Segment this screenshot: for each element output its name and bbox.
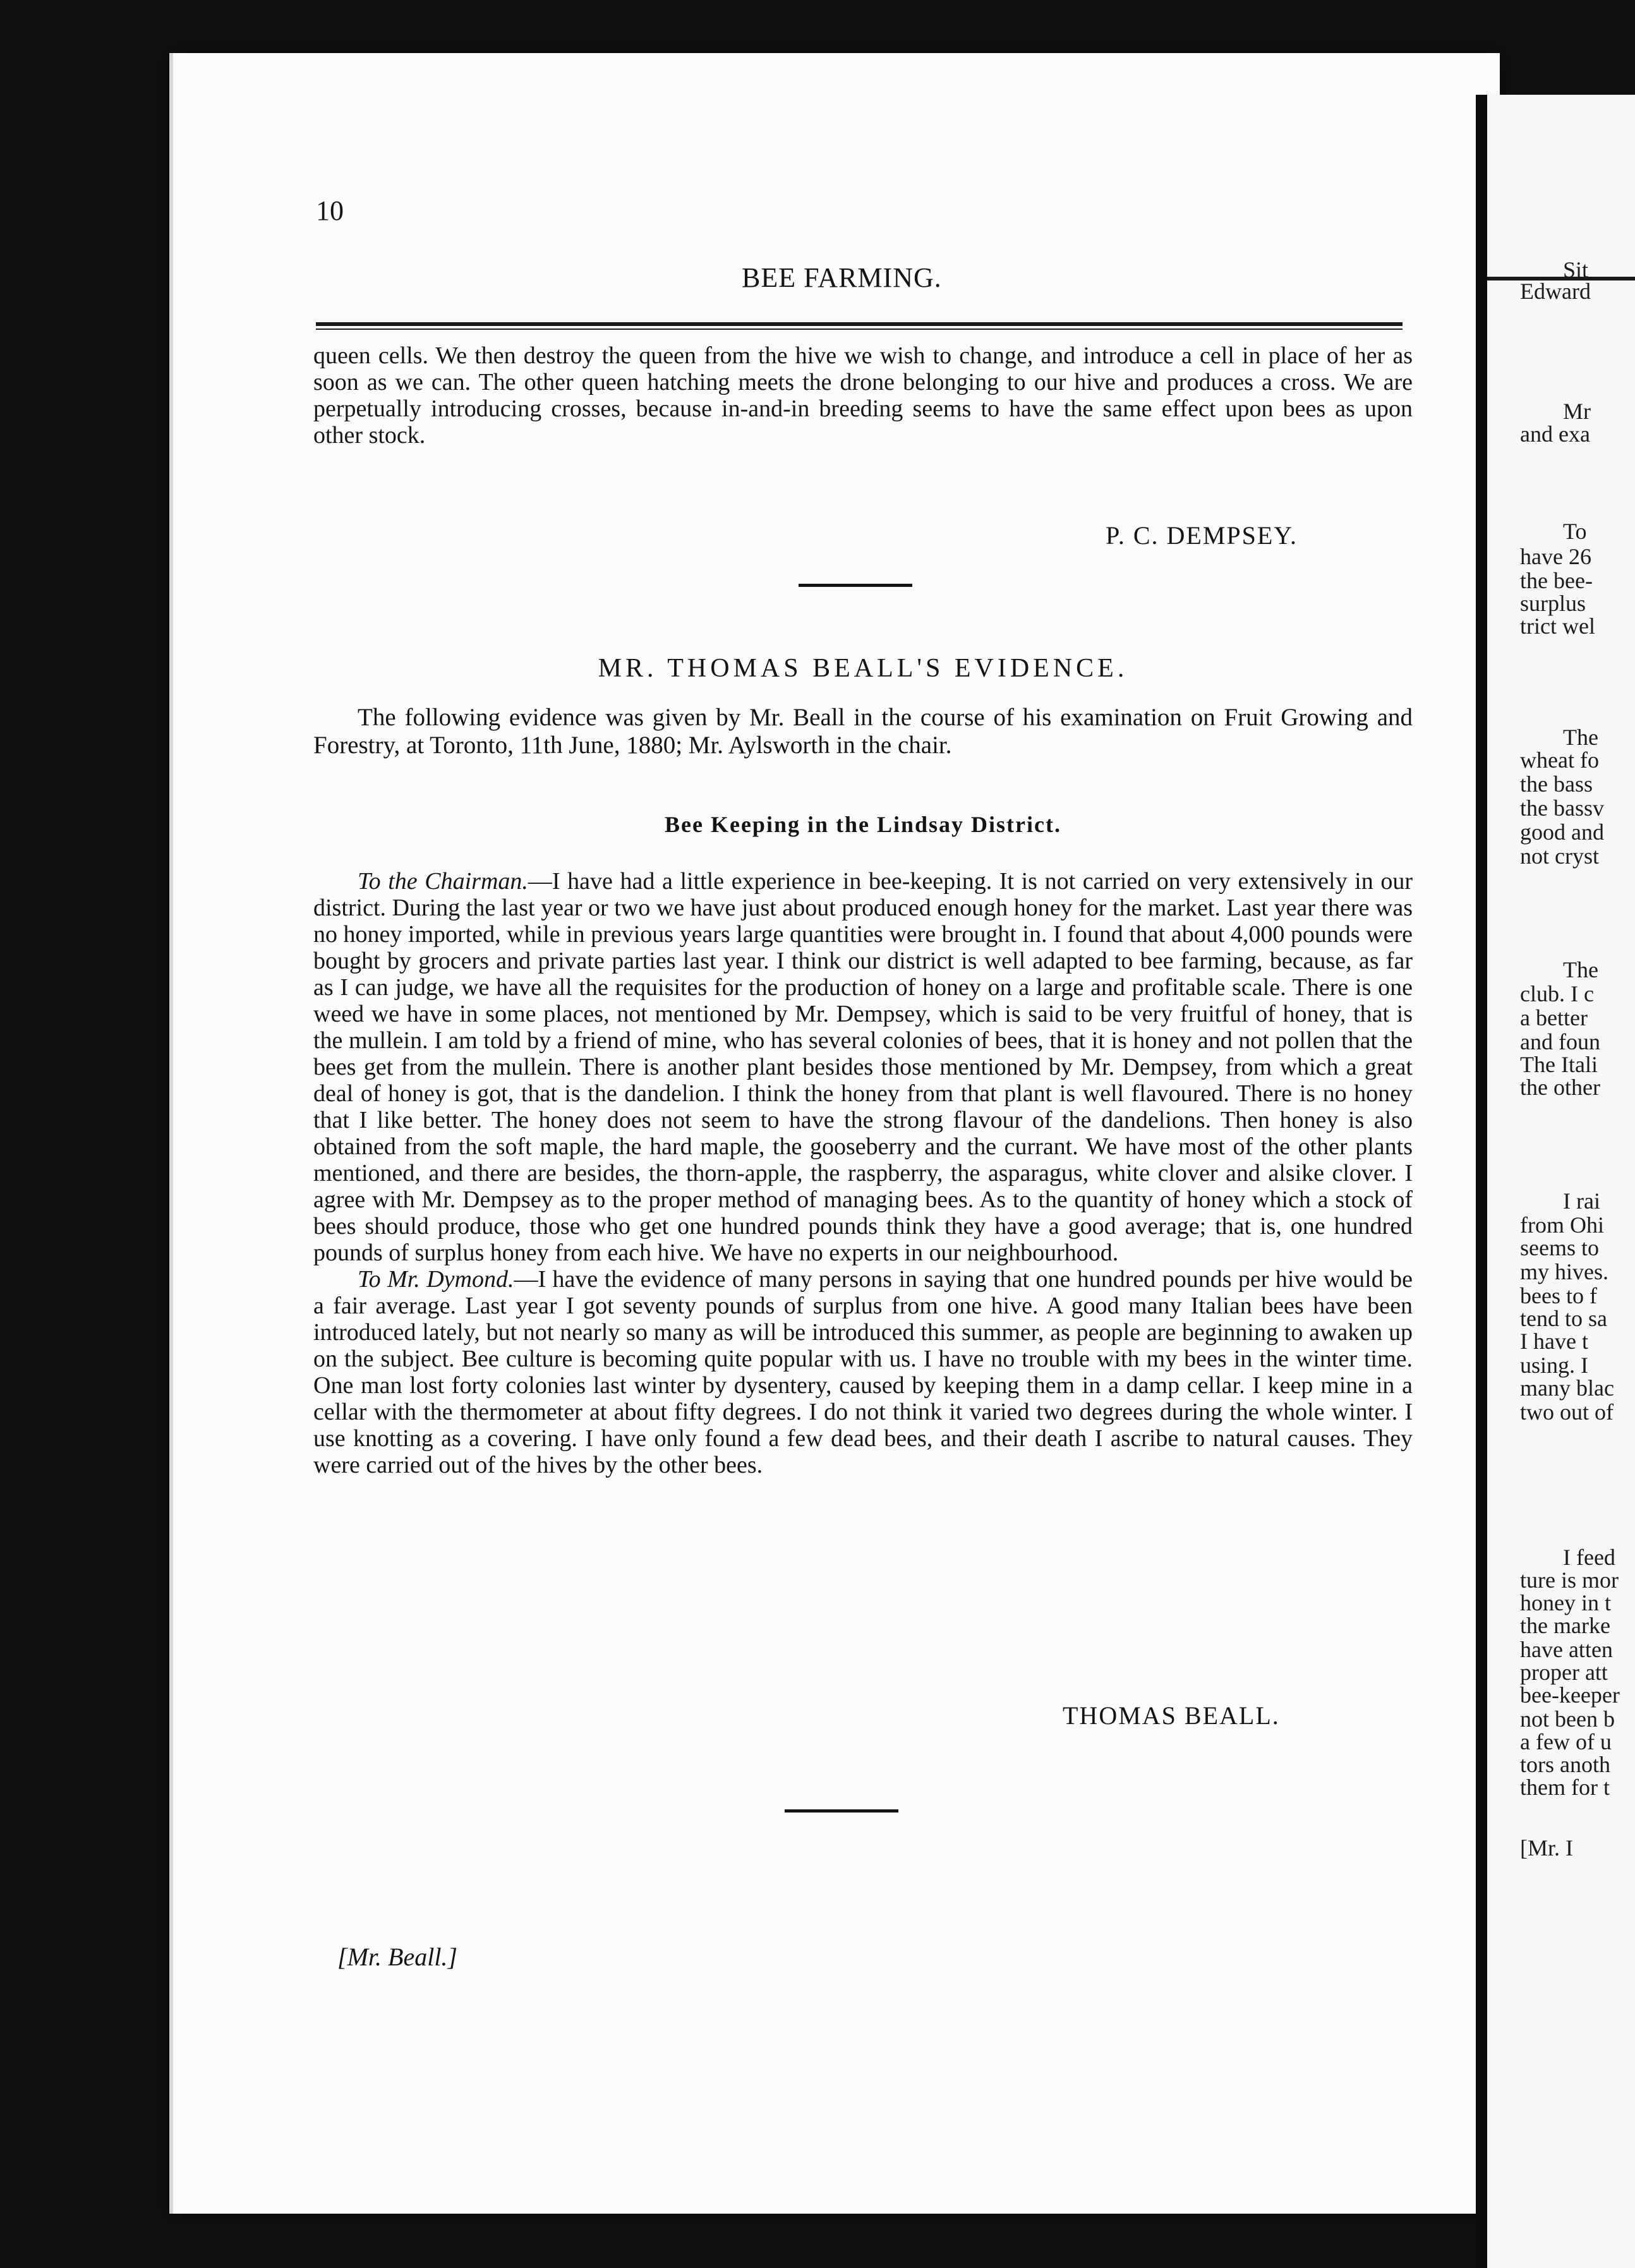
section-title: MR. THOMAS BEALL'S EVIDENCE. xyxy=(598,654,1128,683)
facing-text-line: Mr xyxy=(1563,399,1591,424)
lead-chairman: To the Chairman. xyxy=(358,868,528,895)
section-separator xyxy=(799,584,912,587)
facing-text-line: and exa xyxy=(1520,421,1590,447)
facing-text-line: ture is mor xyxy=(1520,1567,1619,1593)
facing-text-line: seems to xyxy=(1520,1235,1599,1260)
facing-text-line: tend to sa xyxy=(1520,1306,1607,1331)
footer-note: [Mr. Beall.] xyxy=(337,1943,457,1971)
text-dymond: —I have the evidence of many persons in saying that one hundred pounds per hive would be a fair average. Last year I got seventy pounds of surplus from one hive. A good many Italian bees have been introduced lately, but not nearly so many as will be introduced this summer, as people are beginning to awaken up on the subject. Bee culture is becoming quite popular with us. I have no trouble with my bees in the winter time. One man lost forty colonies last winter by dysentery, caused by keeping them in a damp cellar. I keep mine in a cellar with the thermometer at about fifty degrees. I do not think it varied two degrees during the whole winter. I use knotting as a covering. I have only found a few dead bees, and their death I ascribe to natural causes. They were carried out of the hives by the other bees. xyxy=(313,1266,1413,1478)
facing-text-line: honey in t xyxy=(1520,1590,1611,1615)
header-rule-thin xyxy=(316,329,1403,330)
closing-separator xyxy=(785,1809,898,1813)
facing-text-line: The xyxy=(1563,957,1598,982)
evidence-body xyxy=(313,868,1413,1478)
facing-text-line: surplus xyxy=(1520,591,1586,616)
signature-dempsey: P. C. DEMPSEY. xyxy=(1106,521,1298,550)
facing-text-line: bees to f xyxy=(1520,1283,1597,1308)
facing-text-line: club. I c xyxy=(1520,981,1594,1006)
facing-text-line: a better xyxy=(1520,1005,1588,1030)
facing-text-line: The Itali xyxy=(1520,1052,1598,1077)
facing-text-line: trict wel xyxy=(1520,613,1595,639)
paragraph-dymond xyxy=(313,1266,1413,1478)
facing-text-line: the other xyxy=(1520,1075,1600,1100)
facing-text-line: not cryst xyxy=(1520,843,1599,869)
text-chairman: —I have had a little experience in bee-keeping. It is not carried on very extensively in our district. During the last year or two we have just about produced enough honey for the market. Last year there was no honey imported, while in previous years large quantities were brought in. I found that about 4,000 pounds were bought by grocers and private parties last year. I think our district is well adapted to bee farming, because, as far as I can judge, we have all the requisites for the production of honey on a large and profitable scale. There is one weed we have in some places, not mentioned by Mr. Dempsey, which is said to be very fruitful of honey, that is the mullein. I am told by a friend of mine, who has several colonies of bees, that it is honey and not pollen that the bees get from the mullein. There is another plant besides those mentioned by Mr. Dempsey, from which a great deal of honey is got, that is the dandelion. I think the honey from that plant is well flavoured. There is no honey that I like better. The honey does not seem to have the strong flavour of the dandelions. Then honey is also obtained from the soft maple, the hard maple, the gooseberry and the currant. We have most of the other plants mentioned, and there are besides, the thorn-apple, the raspberry, the asparagus, white clover and alsike clover. I agree with Mr. Dempsey as to the proper method of managing bees. As to the quantity of honey which a stock of bees should produce, those who get one hundred pounds think they have a good average; that is, one hundred pounds of surplus honey from each hive. We have no experts in our neighbourhood. xyxy=(313,868,1413,1266)
subheading: Bee Keeping in the Lindsay District. xyxy=(665,812,1061,837)
facing-text-line: bee-keeper xyxy=(1520,1682,1620,1708)
facing-text-line: good and xyxy=(1520,819,1604,845)
facing-text-line: two out of xyxy=(1520,1399,1614,1425)
facing-text-line: I feed xyxy=(1563,1545,1615,1570)
facing-text-line: my hives. xyxy=(1520,1259,1608,1284)
facing-text-line: wheat fo xyxy=(1520,747,1599,773)
facing-text-line: many blac xyxy=(1520,1375,1614,1401)
book-page xyxy=(169,53,1500,2214)
facing-text-line: the bassv xyxy=(1520,795,1604,821)
facing-text-line: not been b xyxy=(1520,1706,1615,1732)
facing-text-line: a few of u xyxy=(1520,1729,1612,1754)
facing-text-line: and foun xyxy=(1520,1029,1600,1054)
intro-paragraph: The following evidence was given by Mr. Beall in the course of his examination on Fruit Growing and Forestry, at Toronto, 11th June, 1880; Mr. Aylsworth in the chair. xyxy=(313,704,1413,759)
page-number: 10 xyxy=(316,195,344,226)
facing-text-line: Edward xyxy=(1520,279,1591,304)
facing-text-line: The xyxy=(1563,725,1598,750)
signature-beall: THOMAS BEALL. xyxy=(1063,1701,1280,1730)
facing-text-line: using. I xyxy=(1520,1353,1588,1378)
facing-text-line: Sit xyxy=(1563,257,1589,282)
facing-text-line: the bee- xyxy=(1520,568,1593,593)
opening-paragraph: queen cells. We then destroy the queen from the hive we wish to change, and introduce a cell in place of her as soon as we can. The other queen hatching meets the drone belonging to our hive and produces a cross. We are perpetually introducing crosses, because in-and-in breeding seems to have the same effect upon bees as upon other stock. xyxy=(313,342,1413,449)
lead-dymond: To Mr. Dymond. xyxy=(358,1266,514,1293)
header-rule xyxy=(316,322,1403,326)
facing-text-line: proper att xyxy=(1520,1660,1608,1685)
facing-text-line: I rai xyxy=(1563,1188,1600,1214)
facing-text-line: I have t xyxy=(1520,1329,1588,1354)
facing-text-line: the marke xyxy=(1520,1613,1610,1638)
facing-text-line: from Ohi xyxy=(1520,1212,1604,1238)
facing-text-line: the bass xyxy=(1520,771,1593,797)
facing-text-line: have 26 xyxy=(1520,544,1591,569)
paragraph-chairman xyxy=(313,868,1413,1266)
facing-text-line: tors anoth xyxy=(1520,1752,1610,1777)
facing-page xyxy=(1476,95,1635,2268)
facing-text-line: them for t xyxy=(1520,1775,1610,1800)
facing-text-line: have atten xyxy=(1520,1637,1613,1662)
facing-text-line: [Mr. I xyxy=(1520,1835,1573,1861)
running-head: BEE FARMING. xyxy=(742,262,942,293)
facing-text-line: To xyxy=(1563,519,1587,544)
